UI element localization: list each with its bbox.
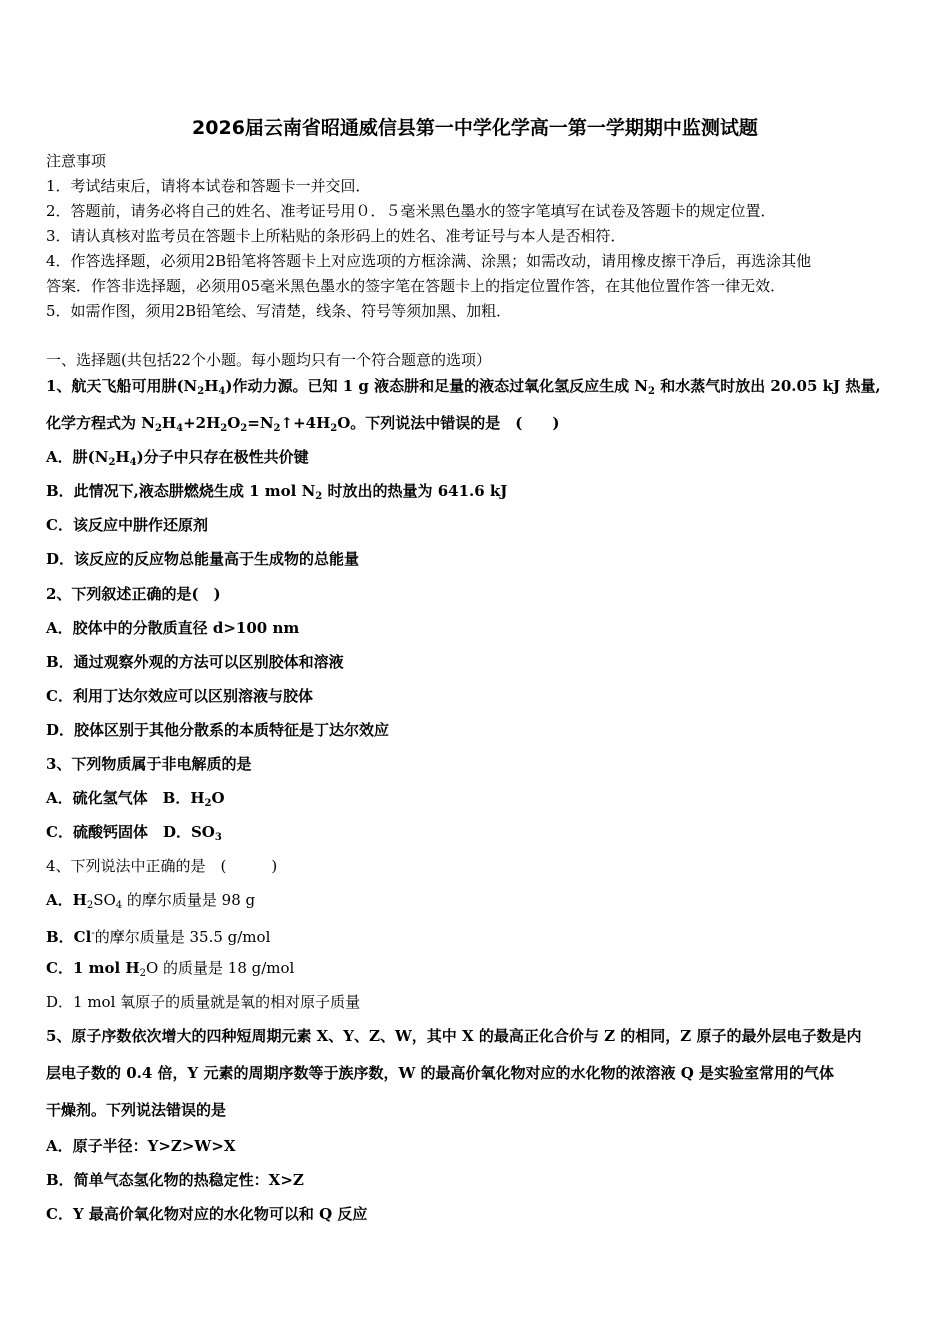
notice-item-2: 2．答题前，请务必将自己的姓名、准考证号用０．５毫米黑色墨水的签字笔填写在试卷及答题卡的规定位置． [46, 202, 776, 220]
q1-option-b: B．此情况下,液态肼燃烧生成 1 mol $N_2$ 时放出的热量为 641.6 kJ [46, 482, 508, 502]
q5-option-c: C．Y 最高价氧化物对应的水化物可以和 Q 反应 [46, 1205, 368, 1223]
q3-stem: 3、下列物质属于非电解质的是 [46, 755, 252, 773]
q4-stem: 4、下列说法中正确的是 ( ) [46, 857, 278, 875]
q2-option-b: B．通过观察外观的方法可以区别胶体和溶液 [46, 653, 344, 671]
q1-option-c: C．该反应中肼作还原剂 [46, 516, 208, 534]
q3-options-cd: C．硫酸钙固体 D．$SO_3$ [46, 823, 222, 843]
q4-option-c: C．1 mol $H_2O$ 的质量是 18 g/mol [46, 959, 295, 979]
section-heading: 一、选择题(共包括22个小题。每小题均只有一个符合题意的选项） [46, 351, 491, 369]
notice-item-5: 5．如需作图，须用2B铅笔绘、写清楚，线条、符号等须加黑、加粗． [46, 302, 512, 320]
q2-option-d: D．胶体区别于其他分散系的本质特征是丁达尔效应 [46, 721, 390, 739]
q1-option-d: D．该反应的反应物总能量高于生成物的总能量 [46, 550, 360, 568]
q1-stem-line1: 1、航天飞船可用肼$(N_2H_4)$作动力源。已知 1 g 液态肼和足量的液态过氧化氢反应生成 $N_2$ 和水蒸气时放出 20.05 kJ 热量, [46, 377, 881, 397]
q1-option-a: A．肼$(N_2H_4)$分子中只存在极性共价键 [46, 448, 309, 468]
q2-option-a: A．胶体中的分散质直径 d>100 nm [46, 619, 300, 637]
q5-stem-line2: 层电子数的 0.4 倍，Y 元素的周期序数等于族序数，W 的最高价氧化物对应的水化物的浓溶液 Q 是实验室常用的气体 [46, 1064, 835, 1082]
notice-item-3: 3．请认真核对监考员在答题卡上所粘贴的条形码上的姓名、准考证号与本人是否相符． [46, 227, 626, 245]
q4-option-b: B．Cl-的摩尔质量是 35.5 g/mol [46, 928, 271, 946]
q5-stem-line3: 干燥剂。下列说法错误的是 [46, 1101, 227, 1119]
q2-option-c: C．利用丁达尔效应可以区别溶液与胶体 [46, 687, 313, 705]
q4-option-a: A．$H_2SO_4$ 的摩尔质量是 98 g [46, 891, 256, 911]
page-title: 2026届云南省昭通威信县第一中学化学高一第一学期期中监测试题 [192, 117, 758, 139]
notice-item-4-cont: 答案．作答非选择题，必须用05毫米黑色墨水的签字笔在答题卡上的指定位置作答，在其他位置作答一律无效． [46, 277, 786, 295]
q4-option-d: D．1 mol 氧原子的质量就是氧的相对原子质量 [46, 993, 361, 1011]
notice-item-4: 4．作答选择题，必须用2B铅笔将答题卡上对应选项的方框涂满、涂黑；如需改动，请用橡皮擦干净后，再选涂其他 [46, 252, 812, 270]
notice-item-1: 1．考试结束后，请将本试卷和答题卡一并交回． [46, 177, 371, 195]
q5-option-a: A．原子半径：Y>Z>W>X [46, 1137, 236, 1155]
q3-options-ab: A．硫化氢气体 B．$H_2O$ [46, 789, 225, 809]
q5-stem-line1: 5、原子序数依次增大的四种短周期元素 X、Y、Z、W，其中 X 的最高正化合价与 Z 的相同，Z 原子的最外层电子数是内 [46, 1027, 862, 1045]
q1-stem-line2: 化学方程式为 $N_2H_4+2H_2O_2=N_2↑+4H_2O$。下列说法中错误的是 ( ) [46, 414, 560, 434]
q2-stem: 2、下列叙述正确的是( ) [46, 585, 221, 603]
notice-heading: 注意事项 [46, 152, 107, 170]
q5-option-b: B．简单气态氢化物的热稳定性：X>Z [46, 1171, 304, 1189]
